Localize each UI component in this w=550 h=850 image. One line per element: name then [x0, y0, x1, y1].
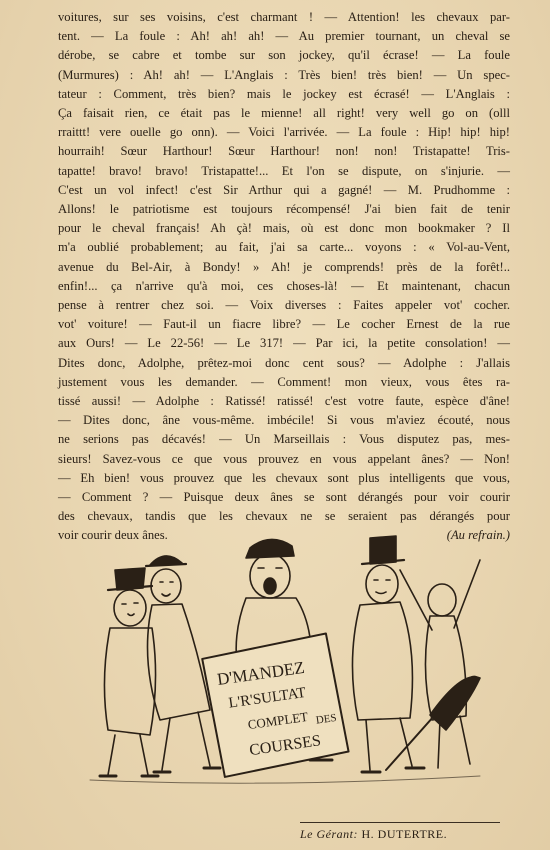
text-line: — Comment ? — Puisque deux ânes se sont dérangés pour voir courir — [58, 490, 510, 505]
text-line: — Dites donc, âne vous-même. imbécile! Si vous m'aviez écouté, nous — [58, 413, 510, 428]
text-line: sieurs! Savez-vous ce que vous prouvez en vous appelant ânes? — Non! — [58, 451, 510, 466]
text-line: voitures, sur ses voisins, c'est charmant ! — Attention! les chevaux par- — [58, 10, 510, 24]
sign-line: D'MANDEZ — [215, 657, 306, 689]
sign-line: COMPLET — [246, 708, 309, 733]
text-line: tapatte! bravo! bravo! Tristapatte!... Et l'on se dispute, on s'injurie. — — [58, 163, 510, 178]
text-line: enfin!... ça n'arrive qu'à moi, ces choses-là! — Et maintenant, chacun — [58, 278, 510, 293]
text-line: tent. — La foule : Ah! ah! ah! — Au premier tournant, un cheval se — [58, 29, 510, 44]
text-line: des chevaux, tandis que les chevaux ne se seraient pas dérangés pour — [58, 509, 510, 524]
manager-name: H. DUTERTRE. — [361, 827, 448, 841]
umbrella — [386, 676, 480, 770]
text-line: rraittt! vere ouelle go onn). — Voici l'arrivée. — La foule : Hip! hip! hip! — [58, 125, 510, 140]
text-line: avenue du Bel-Air, à Bondy! » Ah! je comprends! près de la forêt!.. — [58, 259, 510, 274]
text-line: tateur : Comment, très bien? mais le jockey est écrasé! — L'Anglais : — [58, 86, 510, 101]
text-line: hourraih! Sœur Harthour! Sœur Harthour! non! non! Tristapatte! Tris- — [58, 144, 510, 159]
text-line: Dites donc, Adolphe, prêtez-moi donc cent sous? — Adolphe : J'allais — [58, 355, 510, 370]
text-line: ne serions pas décavés! — Un Marseillais : Vous disputez pas, mes- — [58, 432, 510, 447]
manager-label: Le Gérant: — [300, 827, 358, 841]
text-line: justement vous les demander. — Comment! mon vieux, vous êtes ra- — [58, 374, 510, 389]
song-text — [58, 8, 510, 546]
figure-right — [352, 536, 424, 772]
sign-line: L'R'SULTAT — [227, 684, 307, 712]
text-line: tissé aussi! — Adolphe : Ratissé! ratissé! c'est votre faute, espèce d'âne! — [58, 394, 510, 409]
text-line: pense à rentrer chez soi. — Voix diverses : Faites appeler vot' cocher. — [58, 298, 510, 313]
caricature-illustration — [70, 530, 500, 790]
results-sign — [201, 633, 350, 778]
text-line: C'est un vol infect! c'est Sir Arthur qui a gagné! — M. Prudhomme : — [58, 182, 510, 197]
text-line: dérobe, se cabre et tombe sur son jockey, qu'il écrase! — La foule — [58, 48, 510, 63]
text-line: (Murmures) : Ah! ah! — L'Anglais : Très bien! très bien! — Un spec- — [58, 67, 510, 82]
text-line: — Eh bien! vous prouvez que les chevaux sont plus intelligents que vous, — [58, 470, 510, 485]
text-line: m'a oublié probablement; au fait, j'ai sa carte... voyons : « Vol-au-Vent, — [58, 240, 510, 255]
text-line: Allons! le patriotisme est toujours récompensé! J'ai bien fait de tenir — [58, 202, 510, 217]
text-line: Ça faisait rien, ce était pas le mienne! all right! very well go on (olll — [58, 106, 510, 121]
manager-credit — [300, 822, 500, 842]
text-line: pour le cheval français! Ah çà! mais, où est donc mon bookmaker ? Il — [58, 221, 510, 236]
last-line-text: voir courir deux ânes. — [58, 528, 168, 543]
refrain-note: (Au refrain.) — [446, 528, 510, 543]
sign-line: DES — [315, 711, 338, 727]
text-line: vot' voiture! — Faut-il un fiacre libre? — Le cocher Ernest de la rue — [58, 317, 510, 332]
text-line: aux Ours! — Le 22-56! — Le 317! — Par ici, la petite consolation! — — [58, 336, 510, 351]
sign-line: COURSES — [248, 732, 322, 760]
